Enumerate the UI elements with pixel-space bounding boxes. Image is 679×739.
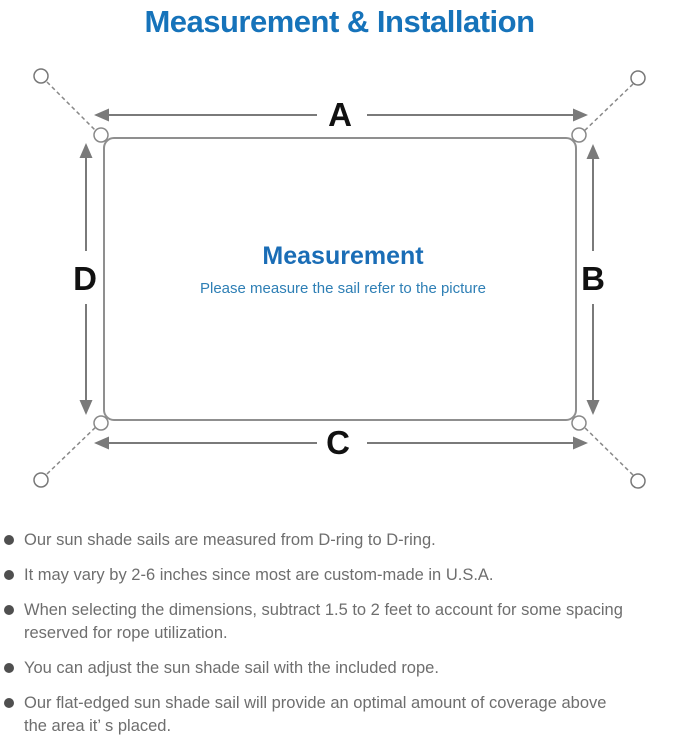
measurement-diagram (0, 53, 679, 513)
tension-line-top-right (579, 84, 633, 136)
list-item-text: reserved for rope utilization. (24, 624, 228, 642)
list-item-text: You can adjust the sun shade sail with the included rope. (24, 659, 439, 677)
list-item (0, 657, 675, 680)
bullet-icon (4, 535, 14, 545)
bullet-icon (4, 698, 14, 708)
list-item-text: It may vary by 2-6 inches since most are custom-made in U.S.A. (24, 566, 494, 584)
d-ring-icon (572, 416, 586, 430)
d-ring-icon (572, 128, 586, 142)
bullet-icon (4, 663, 14, 673)
tension-line-top-left (47, 82, 101, 136)
anchor-point-icon (631, 474, 645, 488)
list-item (0, 599, 675, 645)
bullet-icon (4, 570, 14, 580)
diagram-subheading: Please measure the sail refer to the picture (200, 280, 486, 297)
instruction-list (0, 529, 679, 738)
bullet-icon (4, 605, 14, 615)
diagram-heading: Measurement (262, 242, 424, 270)
anchor-point-icon (34, 473, 48, 487)
list-item (0, 529, 675, 552)
dimension-label-b: B (581, 260, 605, 297)
shade-sail-outline (104, 138, 576, 420)
tension-line-bottom-right (579, 422, 633, 475)
page-title: Measurement & Installation (144, 4, 535, 39)
dimension-label-c: C (326, 424, 350, 461)
anchor-point-icon (631, 71, 645, 85)
list-item-text: the area it’ s placed. (24, 717, 172, 735)
list-item-text: When selecting the dimensions, subtract 1.5 to 2 feet to account for some spacing (24, 601, 623, 619)
tension-line-bottom-left (47, 422, 101, 474)
list-item (0, 564, 675, 587)
list-item (0, 692, 675, 738)
d-ring-icon (94, 416, 108, 430)
d-ring-icon (94, 128, 108, 142)
list-item-text: Our sun shade sails are measured from D-ring to D-ring. (24, 531, 436, 549)
list-item-text: Our flat-edged sun shade sail will provide an optimal amount of coverage above (24, 694, 607, 712)
dimension-label-d: D (73, 260, 97, 297)
anchor-point-icon (34, 69, 48, 83)
dimension-label-a: A (328, 96, 352, 133)
